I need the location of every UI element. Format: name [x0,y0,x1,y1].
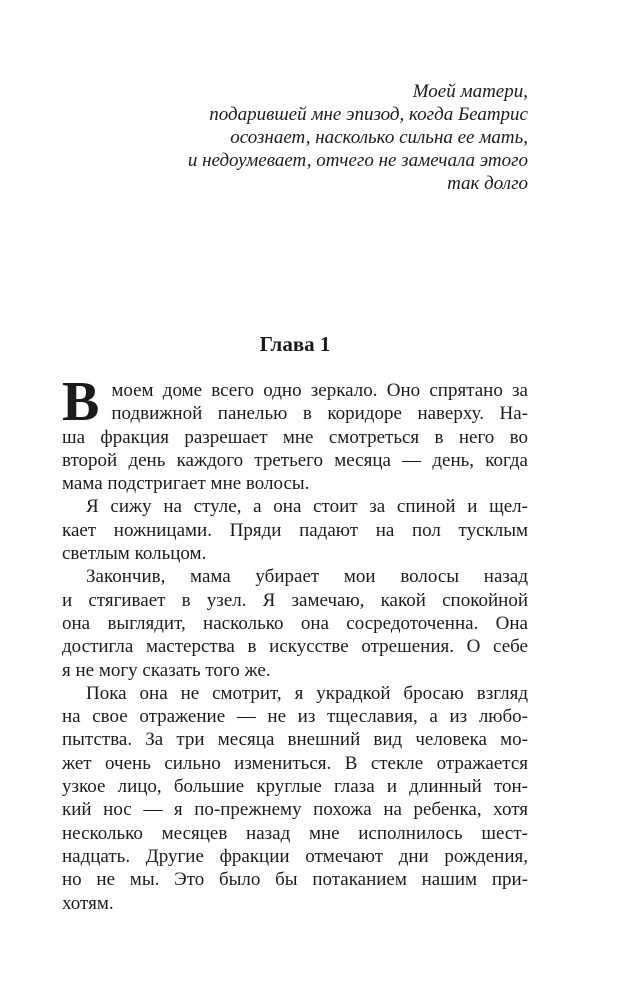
dedication-line: Моей матери, [412,81,528,102]
dedication-line: подарившей мне эпизод, когда Беатрис [209,104,528,125]
paragraph [62,495,528,565]
text-line: я не могу сказать того же. [62,659,271,681]
text-line: светлым кольцом. [62,543,207,565]
dedication [62,80,528,195]
paragraph [62,682,528,915]
text-line: она выглядит, насколько она сосредоточенна. Она [62,612,528,634]
text-line: но не мы. Это было бы потаканием нашим при- [62,869,528,891]
dedication-line: и недоумевает, отчего не замечала этого [187,150,528,171]
drop-cap: В [62,371,100,433]
text-line: пытства. За три месяца внешний вид человека мо- [62,729,528,751]
text-line: моем доме всего одно зеркало. Оно спрятано за [111,380,528,401]
text-line: подвижной панелью в коридоре наверху. На- [111,403,528,425]
text-line: хотям. [62,892,114,914]
text-line: Пока она не смотрит, я украдкой бросаю взгляд [86,682,528,704]
dedication-line: осознает, насколько сильна ее мать, [230,127,528,148]
body-text [62,371,528,915]
text-line: узкое лицо, большие круглые глаза и длинный тон- [62,776,528,798]
text-line: несколько месяцев назад мне исполнилось шест- [62,822,528,844]
text-line: кий нос — я по-прежнему похожа на ребенка, хотя [62,799,528,821]
text-line: Я сижу на стуле, а она стоит за спиной и щел- [86,496,528,518]
text-line: на свое отражение — не из тщеславия, а из любо- [62,706,528,728]
text-line: достигла мастерства в искусстве отрешения. О себе [62,636,528,658]
text-line: надцать. Другие фракции отмечают дни рождения, [62,845,528,867]
text-line: второй день каждого третьего месяца — день, когда [62,449,528,471]
chapter-heading: Глава 1 [259,332,331,356]
dedication-line: так долго [447,173,528,194]
text-line: и стягивает в узел. Я замечаю, какой спокойной [62,589,528,611]
paragraph [62,371,528,495]
text-line: кает ножницами. Пряди падают на пол тусклым [62,519,528,541]
text-line: ша фракция разрешает мне смотреться в него во [62,426,528,448]
paragraph [62,565,528,681]
text-line: Закончив, мама убирает мои волосы назад [86,566,528,588]
text-line: жет очень сильно измениться. В стекле отражается [62,752,528,774]
text-line: мама подстригает мне волосы. [62,473,310,495]
